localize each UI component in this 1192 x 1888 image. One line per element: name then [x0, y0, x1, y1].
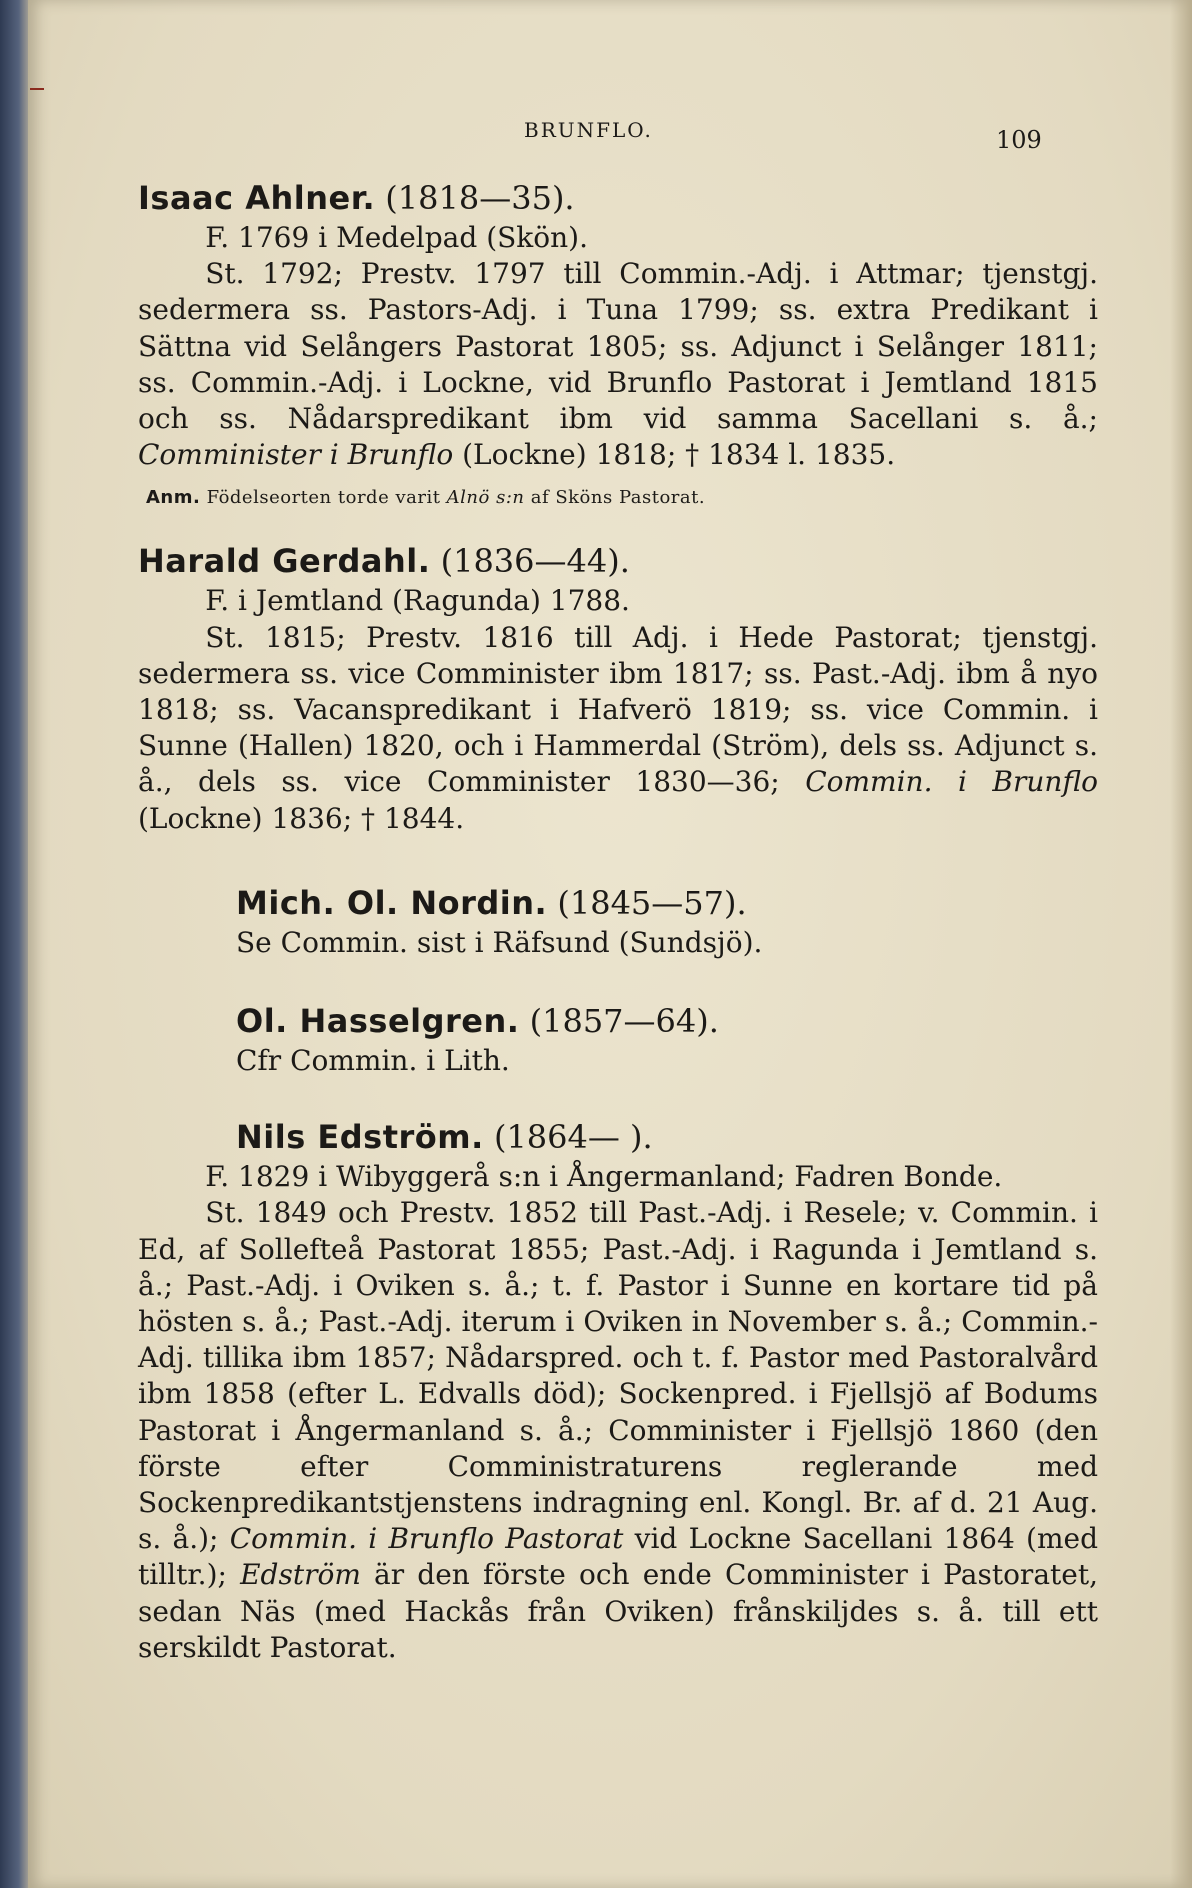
entry-years: (1864— ). [493, 1118, 653, 1157]
entry-born: F. i Jemtland (Ragunda) 1788. [205, 584, 630, 618]
entry-text: Cfr Commin. i Lith. [236, 1044, 510, 1078]
text-block [138, 168, 1098, 1666]
entry-mich-ol-nordin [138, 881, 1098, 961]
entry-text: Se Commin. sist i Räfsund (Sundsjö). [236, 925, 763, 959]
entry-name: Ol. Hasselgren. [236, 1002, 520, 1041]
entry-name: Nils Edström. [236, 1118, 484, 1157]
entry-ol-hasselgren [138, 999, 1098, 1079]
entry-years: (1818—35). [385, 179, 575, 217]
book-page [28, 0, 1192, 1888]
entry-years: (1845—57). [557, 883, 747, 922]
page-header [28, 118, 1192, 158]
entry-years: (1857—64). [529, 1002, 719, 1041]
page-edge-shadow [1170, 0, 1192, 1888]
entry-born: F. 1769 i Medelpad (Skön). [205, 221, 588, 254]
page-number: 109 [996, 126, 1042, 154]
entry-career: St. 1849 och Prestv. 1852 till Past.-Adj. i Resele; v. Commin. i Ed, af Sollefteå Pastorat 1855; Past.-Adj. i Ragunda i Jemtland s. å.; Past.-Adj. i Oviken s. å.; t. f. Pastor i Sunne en kortare tid på hösten s. å.; Past.-Adj. iterum i Oviken in November s. å.; Commin.-Adj. tillika ibm 1857; Nådarspred. och t. f. Pastor med Pastoralvård ibm 1858 (efter L. Edvalls död); Sockenpred. i Fjellsjö af Bodums Pastorat i Ångermanland s. å.; Comminister i Fjellsjö 1860 (den förste efter Comministraturens reglerande med Sockenpredikantstjenstens indragning enl. Kongl. Br. af d. 21 Aug. s. å.); Commin. i Brunflo Pastorat vid Lockne Sacellani 1864 (med tilltr.); Edström är den förste och ende Comminister i Pastoratet, sedan Näs (med Hackås från Oviken) frånskiljdes s. å. till ett serskildt Pastorat. [138, 1196, 1098, 1664]
entry-name: Harald Gerdahl. [138, 542, 431, 581]
entry-note: Anm. Födelseorten torde varit Alnö s:n af Sköns Pastorat. [146, 487, 706, 509]
entry-career: St. 1815; Prestv. 1816 till Adj. i Hede Pastorat; tjenstgj. sedermera ss. vice Comminister ibm 1817; ss. Past.-Adj. ibm å nyo 1818; ss. Vacanspredikant i Hafverö 1819; ss. vice Commin. i Sunne (Hallen) 1820, och i Hammerdal (Ström), dels ss. Adjunct s. å., dels ss. vice Comminister 1830—36; Commin. i Brunflo (Lockne) 1836; † 1844. [138, 620, 1098, 835]
edge-mark [30, 88, 44, 90]
entry-nils-edstrom [138, 1115, 1098, 1666]
entry-born: F. 1829 i Wibyggerå s:n i Ångermanland; Fadren Bonde. [205, 1160, 1003, 1194]
entry-name: Mich. Ol. Nordin. [236, 883, 548, 922]
entry-name: Isaac Ahlner. [138, 179, 376, 217]
running-head: BRUNFLO. [524, 118, 653, 142]
entry-harald-gerdahl [138, 539, 1098, 836]
entry-isaac-ahlner [138, 176, 1098, 513]
entry-years: (1836—44). [440, 542, 630, 581]
entry-career: St. 1792; Prestv. 1797 till Commin.-Adj. i Attmar; tjenstgj. sedermera ss. Pastors-Adj. i Tuna 1799; ss. extra Predikant i Sättna vid Selångers Pastorat 1805; ss. Adjunct i Selånger 1811; ss. Commin.-Adj. i Lockne, vid Brunflo Pastorat i Jemtland 1815 och ss. Nådarspredikant ibm vid samma Sacellani s. å.; Comminister i Brunflo (Lockne) 1818; † 1834 l. 1835. [138, 257, 1098, 472]
